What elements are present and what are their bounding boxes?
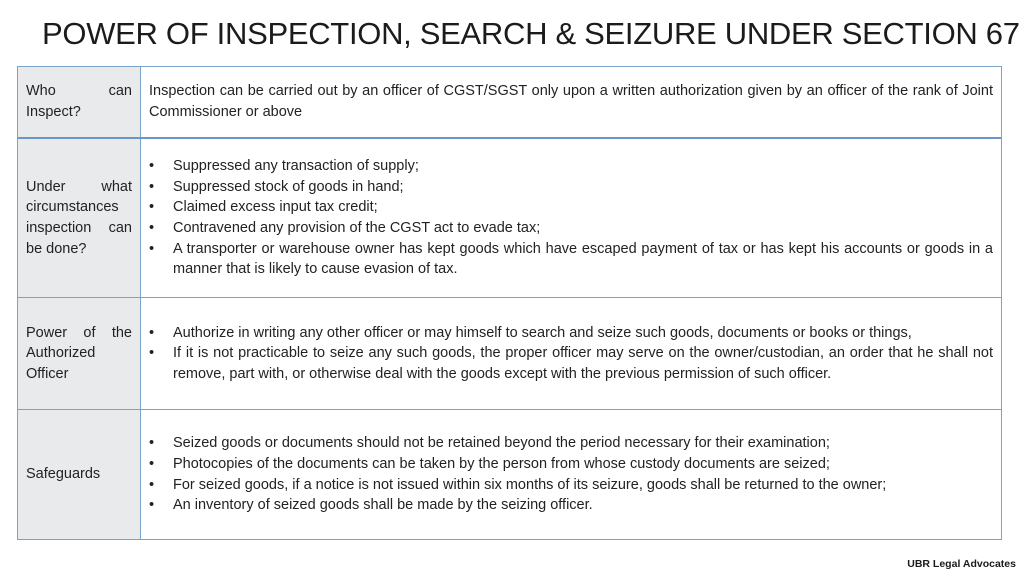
row-label: Safeguards: [26, 466, 101, 483]
footer-brand: UBR Legal Advocates: [907, 558, 1016, 570]
bullet-icon: •: [149, 497, 155, 514]
list-item-text: Claimed excess input tax credit;: [173, 199, 378, 216]
table-row: [18, 410, 1001, 539]
list-item: [149, 156, 993, 177]
bullet-icon: •: [149, 178, 155, 195]
row-label-cell: [18, 410, 141, 539]
list-item-text: Suppressed any transaction of supply;: [173, 158, 419, 175]
list-item-text: Suppressed stock of goods in hand;: [173, 178, 404, 195]
list-item: [149, 239, 993, 280]
page-title: POWER OF INSPECTION, SEARCH & SEIZURE UNDER SECTION 67: [42, 16, 1020, 51]
row-label-cell: [18, 298, 141, 409]
bullet-list: [149, 433, 993, 515]
row-content-cell: [141, 410, 1001, 539]
row-label-cell: [18, 67, 141, 137]
row-content-cell: [141, 67, 1001, 137]
list-item-text: If it is not practicable to seize any such goods, the proper officer may serve on the owner/custodian, an order that he shall not remove, part with, or otherwise deal with the goods except with the previous permission of such officer.: [173, 345, 993, 382]
bullet-icon: •: [149, 345, 155, 362]
list-item-text: For seized goods, if a notice is not issued within six months of its seizure, goods shall be returned to the owner;: [173, 476, 887, 493]
table-row: [18, 67, 1001, 139]
table-row: [18, 139, 1001, 298]
list-item: [149, 433, 993, 454]
list-item-text: Photocopies of the documents can be taken by the person from whose custody documents are seized;: [173, 455, 830, 472]
content-table: [17, 66, 1002, 540]
list-item: [149, 454, 993, 475]
list-item: [149, 475, 993, 496]
bullet-icon: •: [149, 220, 155, 236]
bullet-icon: •: [149, 476, 155, 493]
bullet-icon: •: [149, 158, 155, 175]
row-paragraph: Inspection can be carried out by an officer of CGST/SGST only upon a written authorization given by an officer of the rank of Joint Commissioner or above: [149, 83, 993, 120]
row-label: Who can Inspect?: [26, 83, 132, 120]
list-item-text: A transporter or warehouse owner has kept goods which have escaped payment of tax or has kept his accounts or goods in a manner that is likely to cause evasion of tax.: [173, 240, 993, 278]
bullet-list: [149, 323, 993, 385]
row-label-cell: [18, 139, 141, 297]
list-item: [149, 218, 993, 239]
list-item-text: Seized goods or documents should not be retained beyond the period necessary for their examination;: [173, 435, 830, 452]
list-item: [149, 197, 993, 218]
list-item: [149, 177, 993, 198]
bullet-icon: •: [149, 455, 155, 472]
list-item: [149, 495, 993, 516]
list-item-text: An inventory of seized goods shall be made by the seizing officer.: [173, 497, 593, 514]
row-content-cell: [141, 298, 1001, 409]
bullet-icon: •: [149, 199, 155, 216]
row-label: Power of the Authorized Officer: [26, 324, 132, 382]
bullet-icon: •: [149, 324, 155, 341]
bullet-icon: •: [149, 240, 155, 257]
bullet-list: [149, 156, 993, 280]
row-label: Under what circumstances inspection can be done?: [26, 178, 132, 257]
list-item-text: Contravened any provision of the CGST act to evade tax;: [173, 220, 541, 236]
list-item: [149, 323, 993, 344]
list-item: [149, 343, 993, 384]
table-row: [18, 298, 1001, 410]
row-content-cell: [141, 139, 1001, 297]
bullet-icon: •: [149, 435, 155, 452]
list-item-text: Authorize in writing any other officer or may himself to search and seize such goods, documents or books or things,: [173, 324, 912, 341]
